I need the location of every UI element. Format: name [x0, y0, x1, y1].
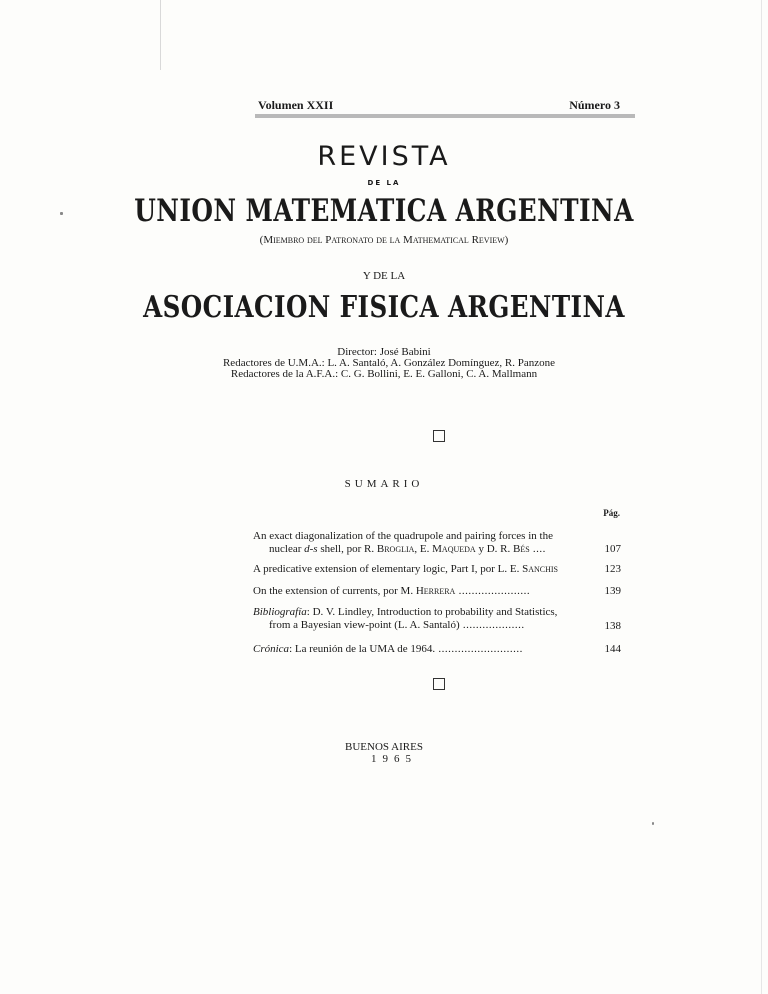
afa-editors-line: Redactores de la A.F.A.: C. G. Bollini, E. E. Galloni, C. A. Mallmann: [230, 368, 538, 380]
toc-entry-title: Bibliografía: D. V. Lindley, Introduction to probability and Statistics, from a Bayesian view-point (L. A. Santaló) ...................: [253, 606, 558, 631]
scan-speck: [652, 822, 654, 825]
y-de-la: Y DE LA: [362, 270, 406, 282]
toc-page-number: 139: [604, 585, 621, 597]
uma-title: UNION MATEMATICA ARGENTINA: [134, 193, 634, 229]
director-line: Director: José Babini: [337, 346, 431, 358]
volume-label: Volumen XXII: [258, 98, 334, 112]
toc-page-number: 107: [604, 543, 621, 555]
issue-number: Número 3: [569, 98, 620, 112]
toc-entry-title: A predicative extension of elementary logic, Part I, por L. E. Sanchis: [253, 563, 559, 575]
patronato-note: (Miembro del Patronato de la Mathematical Review): [259, 234, 509, 246]
toc-page-number: 144: [604, 643, 621, 655]
page-column-label: Pág.: [603, 508, 620, 518]
toc-page-number: 123: [604, 563, 621, 575]
toc-authors: L. E. Sanchis: [497, 563, 559, 575]
ornament-square: [433, 430, 445, 442]
journal-title-revista: REVISTA: [317, 141, 451, 172]
ornament-square: [433, 678, 445, 690]
toc-authors: R. Broglia, E. Maqueda: [364, 543, 476, 555]
uma-editors-line: Redactores de U.M.A.: L. A. Santaló, A. González Domínguez, R. Panzone: [222, 357, 556, 369]
scan-edge-line: [160, 0, 161, 70]
toc-entry-title: On the extension of currents, por M. Herrera ......................: [253, 585, 531, 597]
toc-authors: D. R. Bés: [486, 543, 530, 555]
toc-entry-title: Crónica: La reunión de la UMA de 1964. ..........................: [253, 643, 523, 655]
scan-speck: [60, 212, 63, 215]
imprint-city: BUENOS AIRES: [345, 741, 423, 753]
afa-title: ASOCIACION FISICA ARGENTINA: [143, 290, 625, 325]
toc-authors: M. Herrera: [400, 585, 456, 597]
imprint-year: 1965: [371, 753, 417, 765]
toc-page-number: 138: [604, 620, 621, 632]
journal-title-de-la: DE LA: [367, 179, 401, 187]
toc-entry-title: An exact diagonalization of the quadrupole and pairing forces in the nuclear d-s shell, por R. Broglia, E. Maqueda y D. R. Bés ....: [253, 530, 553, 555]
header-rule: [255, 114, 635, 118]
contents-heading: SUMARIO: [344, 478, 424, 490]
